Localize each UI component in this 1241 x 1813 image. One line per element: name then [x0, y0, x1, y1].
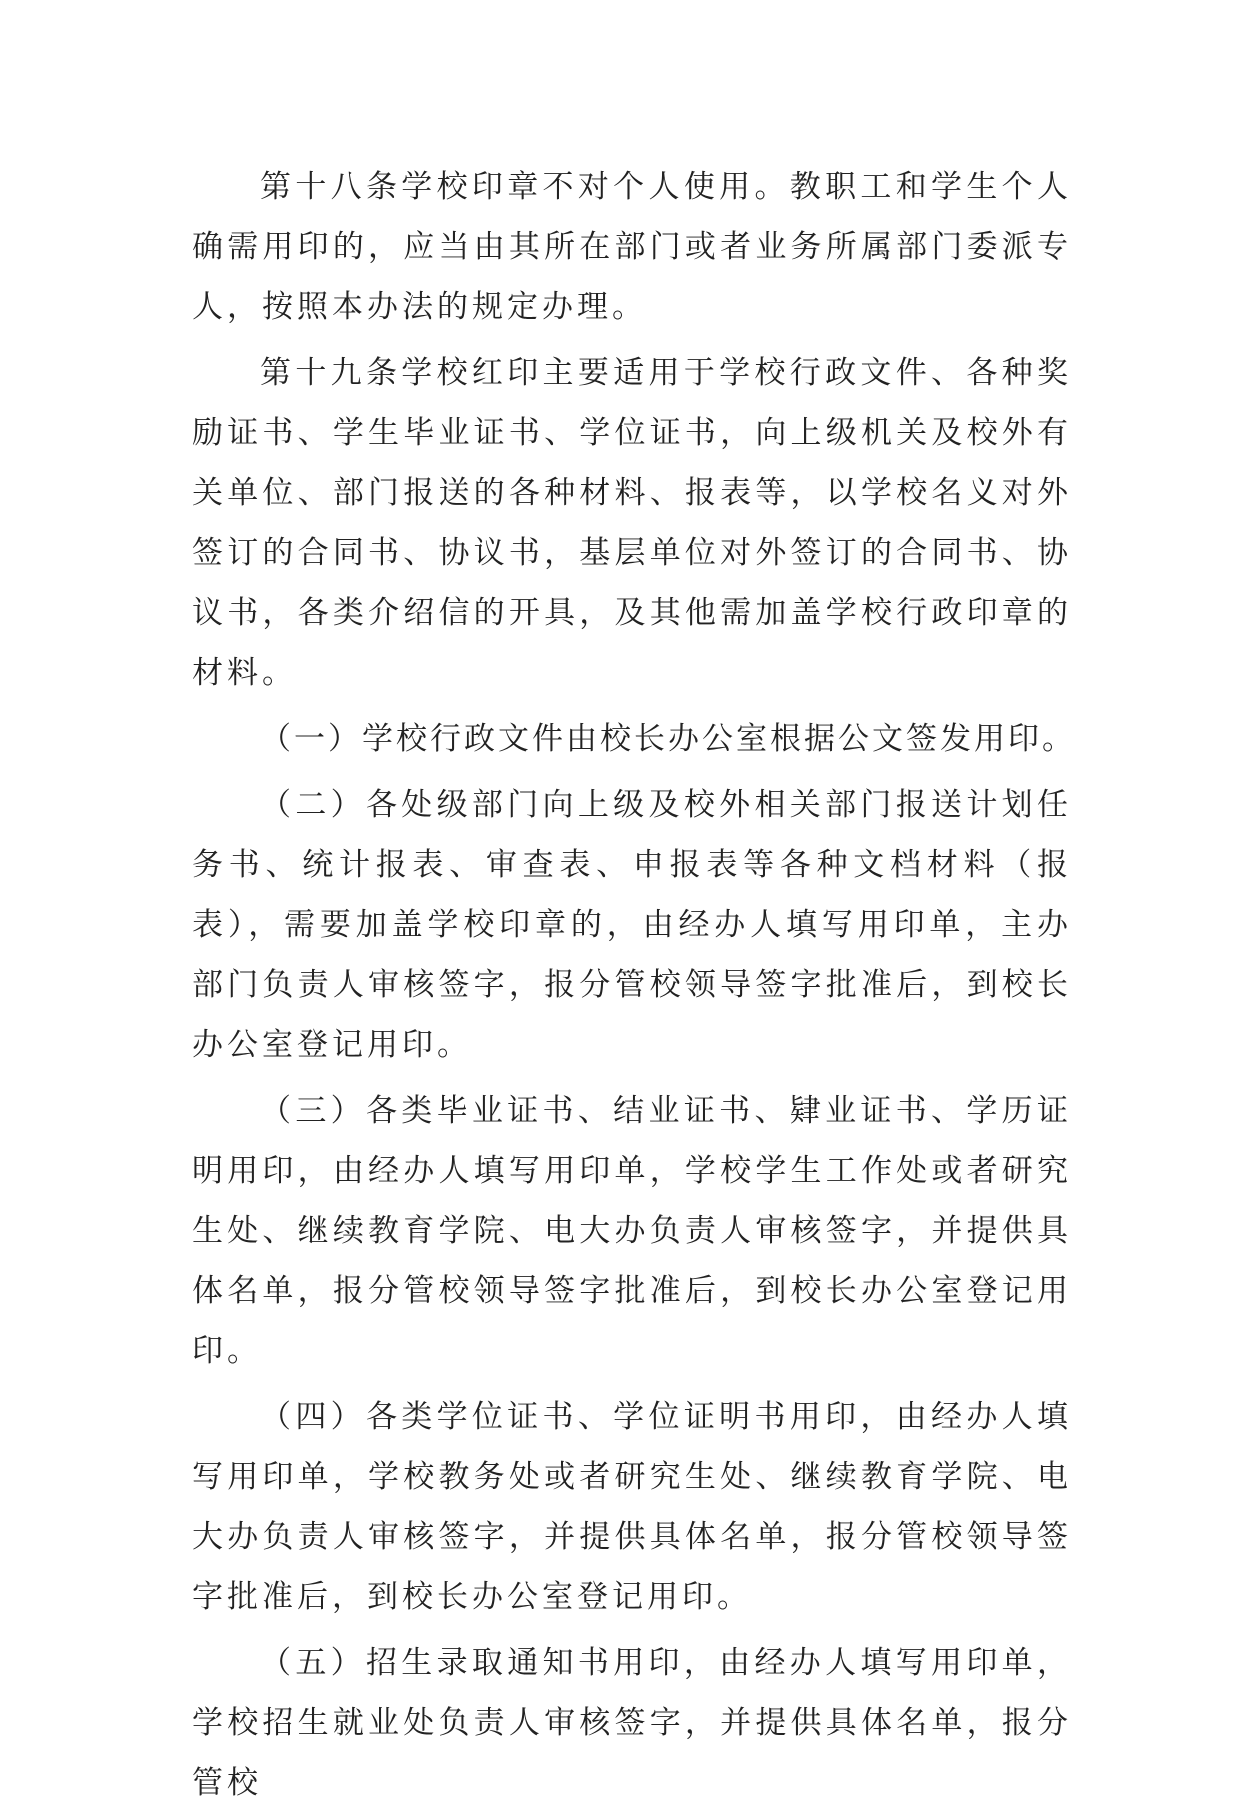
- clause-3-paragraph: （三）各类毕业证书、结业证书、肄业证书、学历证明用印，由经办人填写用印单，学校学生工作处或者研究生处、继续教育学院、电大办负责人审核签字，并提供具体名单，报分管校领导签字批准后，到校长办公室登记用印。: [192, 1093, 1072, 1369]
- article-18-paragraph: 第十八条学校印章不对个人使用。教职工和学生个人确需用印的，应当由其所在部门或者业务所属部门委派专人，按照本办法的规定办理。: [192, 169, 1072, 325]
- clause-4-paragraph: （四）各类学位证书、学位证明书用印，由经办人填写用印单，学校教务处或者研究生处、继续教育学院、电大办负责人审核签字，并提供具体名单，报分管校领导签字批准后，到校长办公室登记用印。: [192, 1399, 1072, 1615]
- clause-2-paragraph: （二）各处级部门向上级及校外相关部门报送计划任务书、统计报表、审查表、申报表等各种文档材料（报表），需要加盖学校印章的，由经办人填写用印单，主办部门负责人审核签字，报分管校领导签字批准后，到校长办公室登记用印。: [192, 787, 1072, 1063]
- article-19-paragraph: 第十九条学校红印主要适用于学校行政文件、各种奖励证书、学生毕业证书、学位证书，向上级机关及校外有关单位、部门报送的各种材料、报表等，以学校名义对外签订的合同书、协议书，基层单位对外签订的合同书、协议书，各类介绍信的开具，及其他需加盖学校行政印章的材料。: [192, 355, 1072, 691]
- document-body: [192, 157, 1076, 1813]
- clause-5-paragraph: （五）招生录取通知书用印，由经办人填写用印单，学校招生就业处负责人审核签字，并提供具体名单，报分管校: [192, 1645, 1072, 1801]
- clause-1-paragraph: （一）学校行政文件由校长办公室根据公文签发用印。: [260, 721, 1076, 757]
